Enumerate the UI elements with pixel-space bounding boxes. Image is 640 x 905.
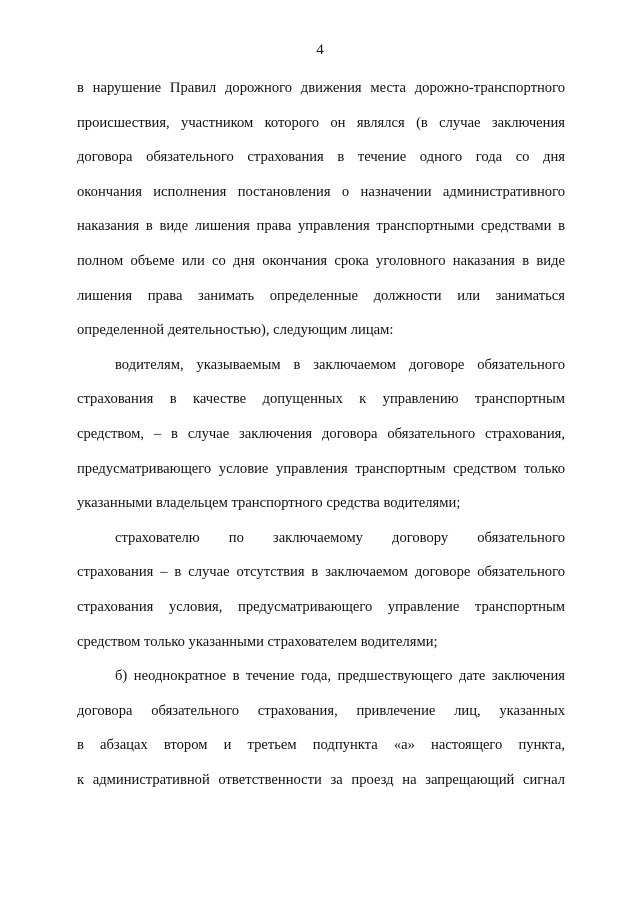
text-line: к административной ответственности за проезд на запрещающий сигнал [77,771,565,788]
text-line: страхователю по заключаемому договору обязательного [115,529,565,546]
text-line: полном объеме или со дня окончания срока уголовного наказания в виде [77,252,565,269]
text-line: наказания в виде лишения права управления транспортными средствами в [77,218,565,235]
page-number: 4 [316,42,324,58]
text-line: страхования – в случае отсутствия в заключаемом договоре обязательного [77,564,565,581]
text-line: средством, – в случае заключения договора обязательного страхования, [77,425,565,442]
text-line: договора обязательного страхования в течение одного года со дня [77,149,565,166]
text-line: определенной деятельностью), следующим лицам: [77,322,394,339]
text-line: б) неоднократное в течение года, предшествующего дате заключения [115,668,565,685]
text-line: водителям, указываемым в заключаемом договоре обязательного [115,356,565,373]
text-line: лишения права занимать определенные должности или заниматься [77,287,565,304]
text-line: окончания исполнения постановления о назначении административного [77,183,565,200]
text-line: страхования условия, предусматривающего управление транспортным [77,598,565,615]
text-line: указанными владельцем транспортного средства водителями; [77,495,461,512]
text-line: средством только указанными страхователем водителями; [77,633,438,650]
text-line: происшествия, участником которого он являлся (в случае заключения [77,114,565,131]
text-line: в абзацах втором и третьем подпункта «а» настоящего пункта, [77,737,565,754]
text-line: в нарушение Правил дорожного движения места дорожно-транспортного [77,80,565,96]
text-line: страхования в качестве допущенных к управлению транспортным [77,391,565,408]
document-body [77,78,565,804]
text-line: договора обязательного страхования, привлечение лиц, указанных [77,702,565,719]
text-line: предусматривающего условие управления транспортным средством только [77,460,565,477]
